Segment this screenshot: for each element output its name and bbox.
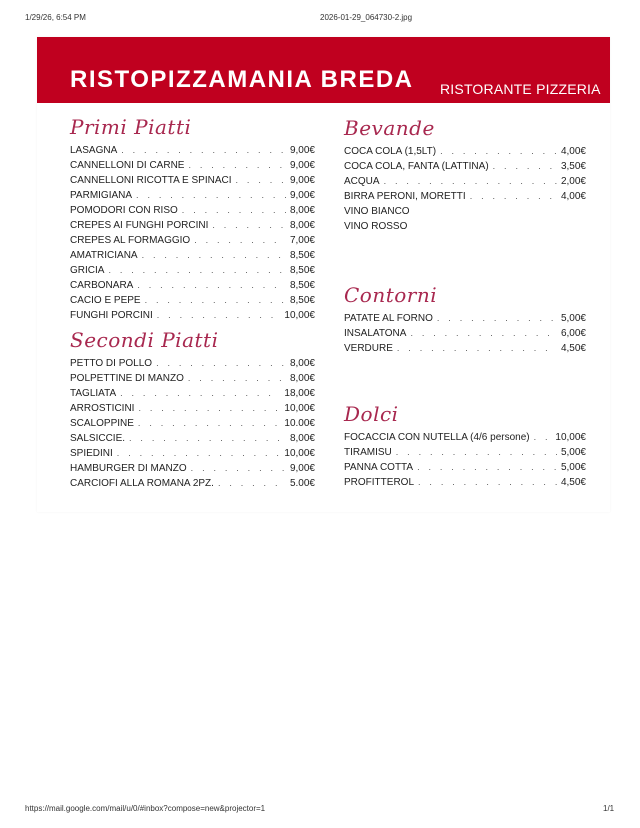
dot-leader bbox=[212, 218, 286, 233]
section-contorni bbox=[344, 282, 586, 356]
menu-sheet bbox=[37, 37, 610, 512]
menu-item-price: 9,00€ bbox=[289, 175, 315, 186]
menu-item bbox=[70, 158, 315, 173]
dot-leader bbox=[418, 475, 557, 490]
dot-leader bbox=[145, 293, 286, 308]
menu-item-price: 10.00€ bbox=[284, 418, 315, 429]
menu-item-price: 5.00€ bbox=[289, 478, 315, 489]
menu-item bbox=[70, 233, 315, 248]
menu-item bbox=[344, 219, 586, 234]
menu-item bbox=[344, 430, 586, 445]
menu-item-name: COCA COLA, FANTA (LATTINA) bbox=[344, 161, 489, 172]
menu-item bbox=[344, 159, 586, 174]
menu-item bbox=[70, 248, 315, 263]
dot-leader bbox=[440, 144, 557, 159]
menu-item-price: 8,00€ bbox=[289, 358, 315, 369]
section-dolci bbox=[344, 401, 586, 490]
menu-item-price: 10,00€ bbox=[555, 432, 586, 443]
menu-item-price: 8,00€ bbox=[289, 373, 315, 384]
menu-item-price: 2,00€ bbox=[560, 176, 586, 187]
dot-leader bbox=[117, 446, 281, 461]
dot-leader bbox=[218, 476, 286, 491]
menu-item bbox=[344, 144, 586, 159]
dot-leader bbox=[121, 143, 286, 158]
dot-leader bbox=[137, 278, 286, 293]
menu-item bbox=[344, 204, 586, 219]
dot-leader bbox=[138, 401, 280, 416]
menu-item-name: LASAGNA bbox=[70, 145, 118, 156]
menu-item bbox=[70, 461, 315, 476]
menu-item-price: 9,00€ bbox=[289, 463, 315, 474]
menu-item bbox=[70, 218, 315, 233]
menu-item bbox=[344, 445, 586, 460]
dot-leader bbox=[470, 189, 557, 204]
menu-item bbox=[70, 278, 315, 293]
dot-leader bbox=[188, 158, 286, 173]
dot-leader bbox=[182, 203, 286, 218]
menu-item-name: POLPETTINE DI MANZO bbox=[70, 373, 184, 384]
menu-item-price: 10,00€ bbox=[284, 403, 315, 414]
menu-item-price: 5,00€ bbox=[560, 462, 586, 473]
menu-item bbox=[344, 174, 586, 189]
menu-item-name: PROFITTEROL bbox=[344, 477, 415, 488]
menu-item-name: VERDURE bbox=[344, 343, 393, 354]
menu-item-price: 8,50€ bbox=[289, 295, 315, 306]
menu-item bbox=[70, 431, 315, 446]
menu-item-price: 8,00€ bbox=[289, 220, 315, 231]
menu-item-price: 4,00€ bbox=[560, 146, 586, 157]
menu-item-name: PANNA COTTA bbox=[344, 462, 414, 473]
dot-leader bbox=[236, 173, 286, 188]
menu-item-name: CACIO E PEPE bbox=[70, 295, 141, 306]
menu-item bbox=[70, 371, 315, 386]
menu-item-name: CARCIOFI ALLA ROMANA 2PZ. bbox=[70, 478, 214, 489]
menu-item-price: 4,00€ bbox=[560, 191, 586, 202]
menu-item-price: 10,00€ bbox=[284, 310, 315, 321]
section-title: Dolci bbox=[344, 402, 399, 426]
menu-item bbox=[344, 341, 586, 356]
menu-item-price: 9,00€ bbox=[289, 160, 315, 171]
menu-item-name: TAGLIATA bbox=[70, 388, 117, 399]
menu-item-price: 5,00€ bbox=[560, 447, 586, 458]
menu-item bbox=[70, 416, 315, 431]
menu-item-name: SPIEDINI bbox=[70, 448, 113, 459]
dot-leader bbox=[157, 308, 281, 323]
menu-item-price: 4,50€ bbox=[560, 343, 586, 354]
menu-item bbox=[70, 356, 315, 371]
menu-item bbox=[70, 308, 315, 323]
dot-leader bbox=[384, 174, 557, 189]
menu-item-name: CANNELLONI RICOTTA E SPINACI bbox=[70, 175, 232, 186]
dot-leader bbox=[397, 341, 557, 356]
dot-leader bbox=[136, 188, 286, 203]
menu-item bbox=[70, 293, 315, 308]
menu-item-name: CREPES AL FORMAGGIO bbox=[70, 235, 191, 246]
menu-item bbox=[70, 263, 315, 278]
menu-item-name: SCALOPPINE bbox=[70, 418, 134, 429]
menu-item-name: INSALATONA bbox=[344, 328, 407, 339]
menu-item-name: PARMIGIANA bbox=[70, 190, 133, 201]
menu-item-name: PETTO DI POLLO bbox=[70, 358, 153, 369]
menu-item-price: 8,50€ bbox=[289, 265, 315, 276]
section-title: Bevande bbox=[344, 116, 435, 140]
menu-item bbox=[70, 188, 315, 203]
menu-item-name: ACQUA bbox=[344, 176, 380, 187]
dot-leader bbox=[437, 311, 557, 326]
restaurant-subtitle: RISTORANTE PIZZERIA bbox=[440, 81, 601, 97]
menu-item-price: 7,00€ bbox=[289, 235, 315, 246]
menu-item-name: CREPES AI FUNGHI PORCINI bbox=[70, 220, 209, 231]
menu-item-price: 8,50€ bbox=[289, 280, 315, 291]
menu-item-price: 9,00€ bbox=[289, 145, 315, 156]
menu-item-price: 18,00€ bbox=[284, 388, 315, 399]
section-primi bbox=[70, 114, 315, 323]
section-secondi bbox=[70, 327, 315, 491]
print-url: https://mail.google.com/mail/u/0/#inbox?compose=new&projector=1 bbox=[25, 804, 266, 813]
menu-item-price: 8,50€ bbox=[289, 250, 315, 261]
dot-leader bbox=[417, 460, 557, 475]
menu-item bbox=[344, 326, 586, 341]
section-title: Contorni bbox=[344, 283, 438, 307]
print-page-number: 1/1 bbox=[603, 804, 615, 813]
dot-leader bbox=[534, 430, 552, 445]
menu-item-name: POMODORI CON RISO bbox=[70, 205, 178, 216]
menu-item-name: CANNELLONI DI CARNE bbox=[70, 160, 185, 171]
menu-item bbox=[344, 460, 586, 475]
dot-leader bbox=[142, 248, 286, 263]
dot-leader bbox=[156, 356, 286, 371]
menu-item-name: SALSICCIE. bbox=[70, 433, 126, 444]
section-title: Primi Piatti bbox=[70, 115, 192, 139]
menu-item-name: TIRAMISU bbox=[344, 447, 392, 458]
dot-leader bbox=[138, 416, 280, 431]
menu-item bbox=[70, 401, 315, 416]
dot-leader bbox=[108, 263, 286, 278]
menu-item-name: FUNGHI PORCINI bbox=[70, 310, 153, 321]
menu-item-name: VINO BIANCO bbox=[344, 206, 410, 217]
menu-item bbox=[70, 386, 315, 401]
menu-item-name: HAMBURGER DI MANZO bbox=[70, 463, 187, 474]
restaurant-title: RISTOPIZZAMANIA BREDA bbox=[70, 66, 414, 93]
dot-leader bbox=[194, 233, 286, 248]
section-title: Secondi Piatti bbox=[70, 328, 219, 352]
menu-item bbox=[70, 476, 315, 491]
menu-item-name: COCA COLA (1,5LT) bbox=[344, 146, 437, 157]
menu-item-price: 8,00€ bbox=[289, 205, 315, 216]
menu-item-price: 10,00€ bbox=[284, 448, 315, 459]
menu-item-name: PATATE AL FORNO bbox=[344, 313, 433, 324]
menu-item-name: BIRRA PERONI, MORETTI bbox=[344, 191, 466, 202]
header-band bbox=[37, 37, 610, 103]
menu-item-price: 9,00€ bbox=[289, 190, 315, 201]
menu-item bbox=[70, 173, 315, 188]
print-datetime: 1/29/26, 6:54 PM bbox=[25, 13, 86, 22]
menu-item-name: FOCACCIA CON NUTELLA (4/6 persone) bbox=[344, 432, 530, 443]
menu-item bbox=[70, 143, 315, 158]
dot-leader bbox=[191, 461, 286, 476]
dot-leader bbox=[396, 445, 557, 460]
dot-leader bbox=[120, 386, 280, 401]
menu-item-name: AMATRICIANA bbox=[70, 250, 138, 261]
menu-item-name: ARROSTICINI bbox=[70, 403, 135, 414]
menu-item bbox=[344, 311, 586, 326]
menu-item-name: CARBONARA bbox=[70, 280, 134, 291]
menu-item-name: VINO ROSSO bbox=[344, 221, 408, 232]
menu-item-price: 5,00€ bbox=[560, 313, 586, 324]
menu-item bbox=[70, 446, 315, 461]
dot-leader bbox=[410, 326, 557, 341]
menu-item-name: GRICIA bbox=[70, 265, 105, 276]
menu-item-price: 8,00€ bbox=[289, 433, 315, 444]
menu-item-price: 3,50€ bbox=[560, 161, 586, 172]
print-filename: 2026-01-29_064730-2.jpg bbox=[320, 13, 413, 22]
menu-item-price: 4,50€ bbox=[560, 477, 586, 488]
menu-item bbox=[344, 475, 586, 490]
menu-item bbox=[70, 203, 315, 218]
dot-leader bbox=[188, 371, 286, 386]
menu-item-price: 6,00€ bbox=[560, 328, 586, 339]
dot-leader bbox=[493, 159, 557, 174]
menu-item bbox=[344, 189, 586, 204]
section-bevande bbox=[344, 115, 586, 234]
dot-leader bbox=[129, 431, 286, 446]
